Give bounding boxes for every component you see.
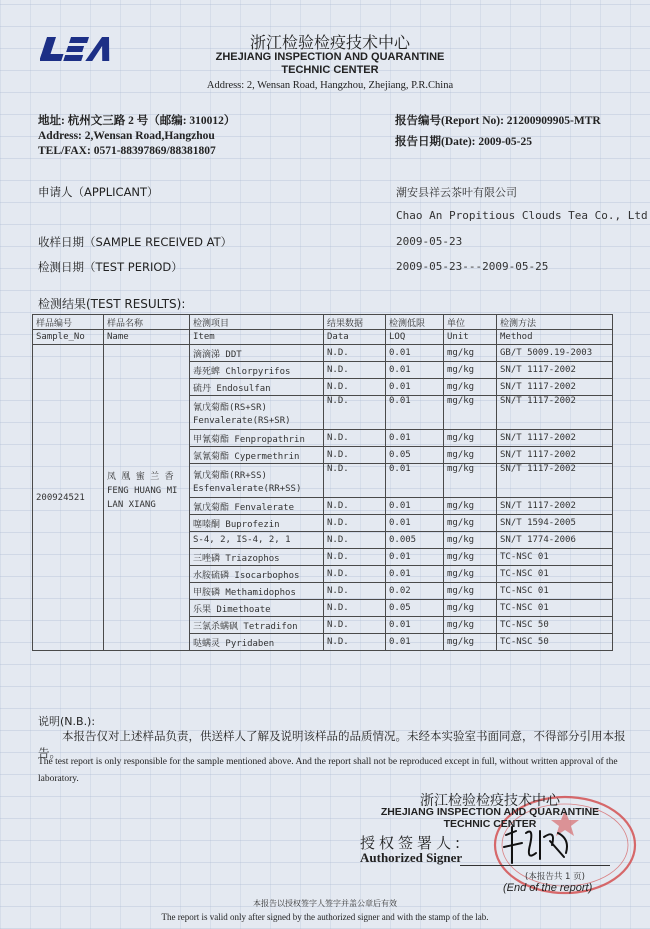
footer-note-cn: 本报告以授权签字人签字并盖公章后有效 xyxy=(253,899,397,908)
cell-unit: mg/kg xyxy=(444,447,497,464)
org-address: Address: 2, Wensan Road, Hangzhou, Zhejiang, P.R.China xyxy=(206,80,454,91)
cell-method: SN/T 1117-2002 xyxy=(497,396,613,430)
cell-data: N.D. xyxy=(324,549,386,566)
cell-unit: mg/kg xyxy=(444,549,497,566)
notes-title: 说明(N.B.): xyxy=(38,715,96,728)
org-name-en-line2: TECHNIC CENTER xyxy=(281,64,379,76)
signoff-org-en-line1: ZHEJIANG INSPECTION AND QUARANTINE xyxy=(380,806,600,818)
cell-method: GB/T 5009.19-2003 xyxy=(497,345,613,362)
end-of-report: (End of the report) xyxy=(503,882,593,894)
cell-loq: 0.01 xyxy=(386,515,444,532)
col-item-en: Item xyxy=(190,330,324,345)
cell-unit: mg/kg xyxy=(444,634,497,651)
cell-unit: mg/kg xyxy=(444,345,497,362)
signoff-org-cn: 浙江检验检疫技术中心 xyxy=(420,793,560,809)
cell-loq: 0.05 xyxy=(386,600,444,617)
item-name: 氰戊菊酯 Fenvalerate xyxy=(193,502,295,513)
cell-item xyxy=(190,600,324,617)
cell-item xyxy=(190,583,324,600)
item-name: 三氯杀螨砜 Tetradifon xyxy=(193,621,298,632)
authorized-signer-en: Authorized Signer xyxy=(360,850,463,865)
cell-data: N.D. xyxy=(324,617,386,634)
item-name: 氰戊菊酯(RS+SR) xyxy=(193,402,267,413)
applicant-label: 申请人（APPLICANT） xyxy=(38,185,159,199)
cell-unit: mg/kg xyxy=(444,532,497,549)
item-name: 乐果 Dimethoate xyxy=(193,604,271,615)
item-name: 氯氰菊酯 Cypermethrin xyxy=(193,451,300,462)
page-count-note: (本报告共 1 页) xyxy=(525,872,585,882)
contact-tel-fax: TEL/FAX: 0571-88397869/88381807 xyxy=(38,145,216,157)
col-loq-cn: 检测低限 xyxy=(386,315,444,330)
org-name-cn: 浙江检验检疫技术中心 xyxy=(249,33,410,52)
header-row-cn xyxy=(33,315,613,330)
cell-item xyxy=(190,379,324,396)
item-name: 三唑磷 Triazophos xyxy=(193,553,280,564)
cell-data: N.D. xyxy=(324,515,386,532)
cell-method: TC-NSC 01 xyxy=(497,600,613,617)
cell-unit: mg/kg xyxy=(444,617,497,634)
col-name-cn: 样品名称 xyxy=(104,315,190,330)
col-unit-cn: 单位 xyxy=(444,315,497,330)
notes-cn: 本报告仅对上述样品负责，供送样人了解及说明该样品的品质情况。未经本实验室书面同意，不得部分引用本报告。 xyxy=(38,729,626,760)
cell-data: N.D. xyxy=(324,345,386,362)
item-name: 滴滴涕 DDT xyxy=(193,349,242,360)
item-name: 水胺硫磷 Isocarbophos xyxy=(193,570,300,581)
cell-data: N.D. xyxy=(324,634,386,651)
cell-method: SN/T 1594-2005 xyxy=(497,515,613,532)
cell-item xyxy=(190,549,324,566)
sample-name-line: FENG HUANG MI xyxy=(107,486,178,496)
cell-data: N.D. xyxy=(324,396,386,430)
cell-data: N.D. xyxy=(324,600,386,617)
cell-item xyxy=(190,515,324,532)
cell-item xyxy=(190,447,324,464)
cell-unit: mg/kg xyxy=(444,566,497,583)
cell-loq: 0.01 xyxy=(386,617,444,634)
cell-item xyxy=(190,617,324,634)
col-sample-no-cn: 样品编号 xyxy=(33,315,104,330)
signature-line xyxy=(460,865,610,866)
test-period-value: 2009-05-23---2009-05-25 xyxy=(396,260,549,273)
cell-loq: 0.01 xyxy=(386,549,444,566)
col-method-en: Method xyxy=(497,330,613,345)
cell-unit: mg/kg xyxy=(444,396,497,430)
item-name: S-4, 2, IS-4, 2, 1 xyxy=(193,535,291,545)
cell-item xyxy=(190,430,324,447)
cell-loq: 0.01 xyxy=(386,396,444,430)
cell-data: N.D. xyxy=(324,430,386,447)
cell-method: TC-NSC 50 xyxy=(497,634,613,651)
sample-name-line: 凤 凰 蜜 兰 香 xyxy=(107,472,174,482)
cell-loq: 0.01 xyxy=(386,566,444,583)
sample-name-line: LAN XIANG xyxy=(107,500,156,510)
cell-data: N.D. xyxy=(324,447,386,464)
cell-method: TC-NSC 01 xyxy=(497,566,613,583)
cell-unit: mg/kg xyxy=(444,583,497,600)
item-name-en: Esfenvalerate(RR+SS) xyxy=(193,483,302,494)
cell-item xyxy=(190,532,324,549)
header-row-en xyxy=(33,330,613,345)
cell-method: SN/T 1117-2002 xyxy=(497,430,613,447)
cell-item xyxy=(190,634,324,651)
cell-unit: mg/kg xyxy=(444,515,497,532)
cell-loq: 0.02 xyxy=(386,583,444,600)
col-data-cn: 结果数据 xyxy=(324,315,386,330)
col-data-en: Data xyxy=(324,330,386,345)
item-name: 哒螨灵 Pyridaben xyxy=(193,638,275,649)
col-name-en: Name xyxy=(104,330,190,345)
cell-loq: 0.01 xyxy=(386,362,444,379)
sample-number: 200924521 xyxy=(33,345,104,651)
results-title: 检测结果(TEST RESULTS): xyxy=(38,297,186,311)
item-name: 硫丹 Endosulfan xyxy=(193,383,271,394)
report-meta xyxy=(395,114,601,150)
col-loq-en: LOQ xyxy=(386,330,444,345)
signoff-org-en-line2: TECHNIC CENTER xyxy=(443,818,537,830)
cell-item xyxy=(190,498,324,515)
cell-item xyxy=(190,396,324,430)
contact-address-en: Address: 2,Wensan Road,Hangzhou xyxy=(38,130,215,142)
cell-item xyxy=(190,362,324,379)
cell-data: N.D. xyxy=(324,464,386,498)
cell-loq: 0.01 xyxy=(386,634,444,651)
received-label: 收样日期（SAMPLE RECEIVED AT） xyxy=(38,235,233,249)
cell-loq: 0.01 xyxy=(386,464,444,498)
cell-data: N.D. xyxy=(324,362,386,379)
cell-method: SN/T 1117-2002 xyxy=(497,464,613,498)
item-name-en: Fenvalerate(RS+SR) xyxy=(193,415,291,426)
cell-unit: mg/kg xyxy=(444,464,497,498)
col-sample-no-en: Sample_No xyxy=(33,330,104,345)
item-name: 甲氰菊酯 Fenpropathrin xyxy=(193,434,305,445)
report-number: 报告编号(Report No): 21200909905-MTR xyxy=(395,115,601,127)
cell-method: TC-NSC 01 xyxy=(497,549,613,566)
col-item-cn: 检测项目 xyxy=(190,315,324,330)
cell-loq: 0.01 xyxy=(386,498,444,515)
report-date: 报告日期(Date): 2009-05-25 xyxy=(395,136,533,148)
cell-unit: mg/kg xyxy=(444,362,497,379)
cell-unit: mg/kg xyxy=(444,600,497,617)
sample-name xyxy=(104,345,190,651)
item-name: 毒死蜱 Chlorpyrifos xyxy=(193,366,291,377)
col-unit-en: Unit xyxy=(444,330,497,345)
applicant-name-cn: 潮安县祥云茶叶有限公司 xyxy=(396,186,517,199)
cell-unit: mg/kg xyxy=(444,498,497,515)
item-name: 氰戊菊酯(RR+SS) xyxy=(193,470,267,481)
cell-loq: 0.01 xyxy=(386,430,444,447)
cell-item xyxy=(190,464,324,498)
item-name: 噻嗪酮 Buprofezin xyxy=(193,519,280,530)
org-name-en-line1: ZHEJIANG INSPECTION AND QUARANTINE xyxy=(215,51,445,63)
cell-unit: mg/kg xyxy=(444,430,497,447)
authorized-signer-cn: 授权签署人: xyxy=(360,834,465,852)
cell-method: SN/T 1117-2002 xyxy=(497,447,613,464)
cell-method: SN/T 1117-2002 xyxy=(497,362,613,379)
cell-item xyxy=(190,566,324,583)
cell-data: N.D. xyxy=(324,583,386,600)
item-name: 甲胺磷 Methamidophos xyxy=(193,587,296,598)
cell-loq: 0.01 xyxy=(386,379,444,396)
results-table xyxy=(32,314,613,651)
footer-note-en: The report is valid only after signed by the authorized signer and with the stamp of the lab. xyxy=(161,912,489,922)
results-body xyxy=(33,345,613,651)
cell-loq: 0.05 xyxy=(386,447,444,464)
cell-data: N.D. xyxy=(324,379,386,396)
table-row xyxy=(33,345,613,362)
contact-address-cn: 地址: 杭州文三路 2 号（邮编: 310012） xyxy=(38,115,236,127)
cell-loq: 0.01 xyxy=(386,345,444,362)
cell-method: TC-NSC 50 xyxy=(497,617,613,634)
notes-en: The test report is only responsible for the sample mentioned above. And the report shall not be reproduced except in full, without written approval of the laboratory. xyxy=(38,757,618,784)
col-method-cn: 检测方法 xyxy=(497,315,613,330)
cell-method: SN/T 1117-2002 xyxy=(497,379,613,396)
results-header xyxy=(33,315,613,345)
received-value: 2009-05-23 xyxy=(396,235,463,248)
cell-loq: 0.005 xyxy=(386,532,444,549)
cell-item xyxy=(190,345,324,362)
test-period-label: 检测日期（TEST PERIOD） xyxy=(38,260,183,274)
lead-logo xyxy=(40,34,128,64)
cell-data: N.D. xyxy=(324,566,386,583)
cell-method: TC-NSC 01 xyxy=(497,583,613,600)
contact-block xyxy=(38,114,235,159)
cell-unit: mg/kg xyxy=(444,379,497,396)
applicant-name-en: Chao An Propitious Clouds Tea Co., Ltd xyxy=(396,209,648,222)
cell-method: SN/T 1117-2002 xyxy=(497,498,613,515)
cell-method: SN/T 1774-2006 xyxy=(497,532,613,549)
cell-data: N.D. xyxy=(324,532,386,549)
cell-data: N.D. xyxy=(324,498,386,515)
handwritten-signature xyxy=(500,823,580,867)
